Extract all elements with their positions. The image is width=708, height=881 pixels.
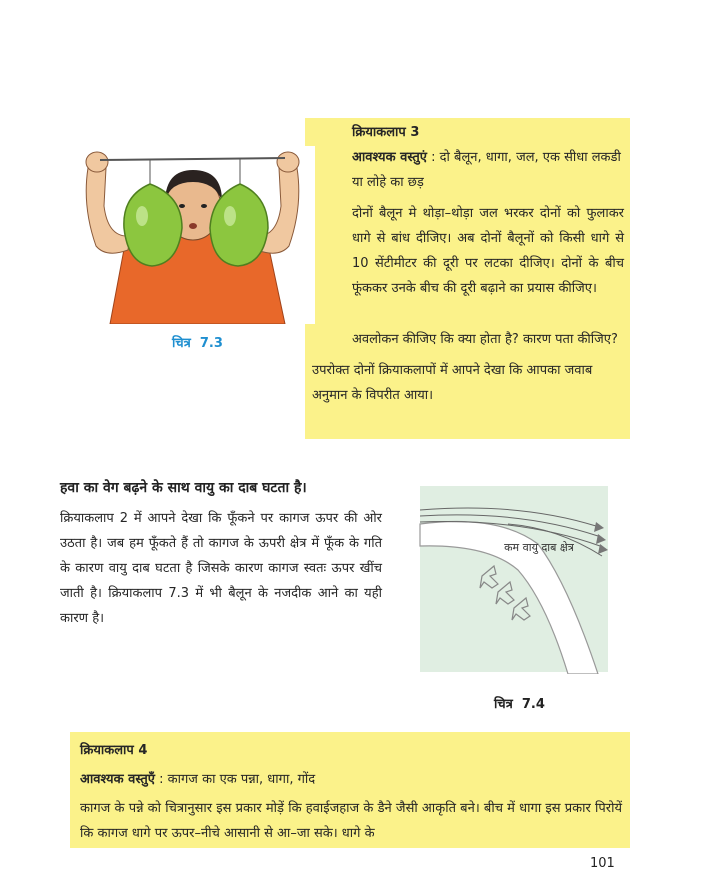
activity3-materials	[352, 145, 624, 195]
activity3-materials-text: : दो बैलून, धागा, जल, एक सीधा लकडी या लोहे का छड़	[352, 150, 621, 190]
figure-7-4-label: कम वायु दाब क्षेत्र	[504, 541, 574, 554]
section-heading: हवा का वेग बढ़ने के साथ वायु का दाब घटता है।	[60, 480, 307, 496]
activity4-content	[80, 738, 622, 846]
figure-7-3-illustration	[70, 146, 315, 324]
figure-7-4-diagram	[418, 484, 610, 674]
activity3-para2: अवलोकन कीजिए कि क्या होता है? कारण पता कीजिए?	[352, 332, 618, 347]
section-text	[60, 476, 382, 631]
activity4-title: क्रियाकलाप 4	[80, 743, 148, 758]
section-body: क्रियाकलाप 2 में आपने देखा कि फूँकने पर कागज ऊपर की ओर उठता है। जब हम फूँकते हैं तो कागज के ऊपरी क्षेत्र में फूँक के गति के कारण वायु दाब घटता है जिसके कारण कागज स्वतः ऊपर खींच जाती है। क्रियाकलाप 7.3 में भी बैलून के नजदीक आने का यही कारण है।	[60, 511, 382, 626]
figure-7-4-caption: चित्र 7.4	[494, 697, 545, 712]
activity3-lower	[312, 327, 624, 408]
activity3-para1: दोनों बैलून मे थोड़ा–थोड़ा जल भरकर दोनों को फुलाकर धागे से बांध दीजिए। अब दोनों बैलूनों को किसी धागे से 10 सेंटीमीटर की दूरी पर लटका दीजिए। दोनों के बीच फूंककर उनके बीच की दूरी बढ़ाने का प्रयास कीजिए।	[352, 206, 624, 296]
figure-7-3-caption: चित्र 7.3	[172, 336, 223, 351]
activity3-content	[352, 120, 624, 301]
activity3-materials-label: आवश्यक वस्तुएं	[352, 150, 427, 165]
activity4-para1: कागज के पन्ने को चित्रानुसार इस प्रकार मोड़ें कि हवाईजहाज के डैने जैसी आकृति बने। बीच में धागा इस प्रकार पिरोयें कि कागज धागे पर ऊपर–नीचे आसानी से आ–जा सके। धागे के	[80, 801, 622, 841]
activity4-materials	[80, 767, 622, 792]
activity3-title: क्रियाकलाप 3	[352, 125, 420, 140]
page-number: 101	[590, 856, 615, 871]
activity4-materials-text: : कागज का एक पन्ना, धागा, गोंद	[159, 772, 316, 787]
activity4-materials-label: आवश्यक वस्तुएँ	[80, 772, 155, 787]
activity3-para3: उपरोक्त दोनों क्रियाकलापों में आपने देखा कि आपका जवाब अनुमान के विपरीत आया।	[312, 363, 593, 403]
